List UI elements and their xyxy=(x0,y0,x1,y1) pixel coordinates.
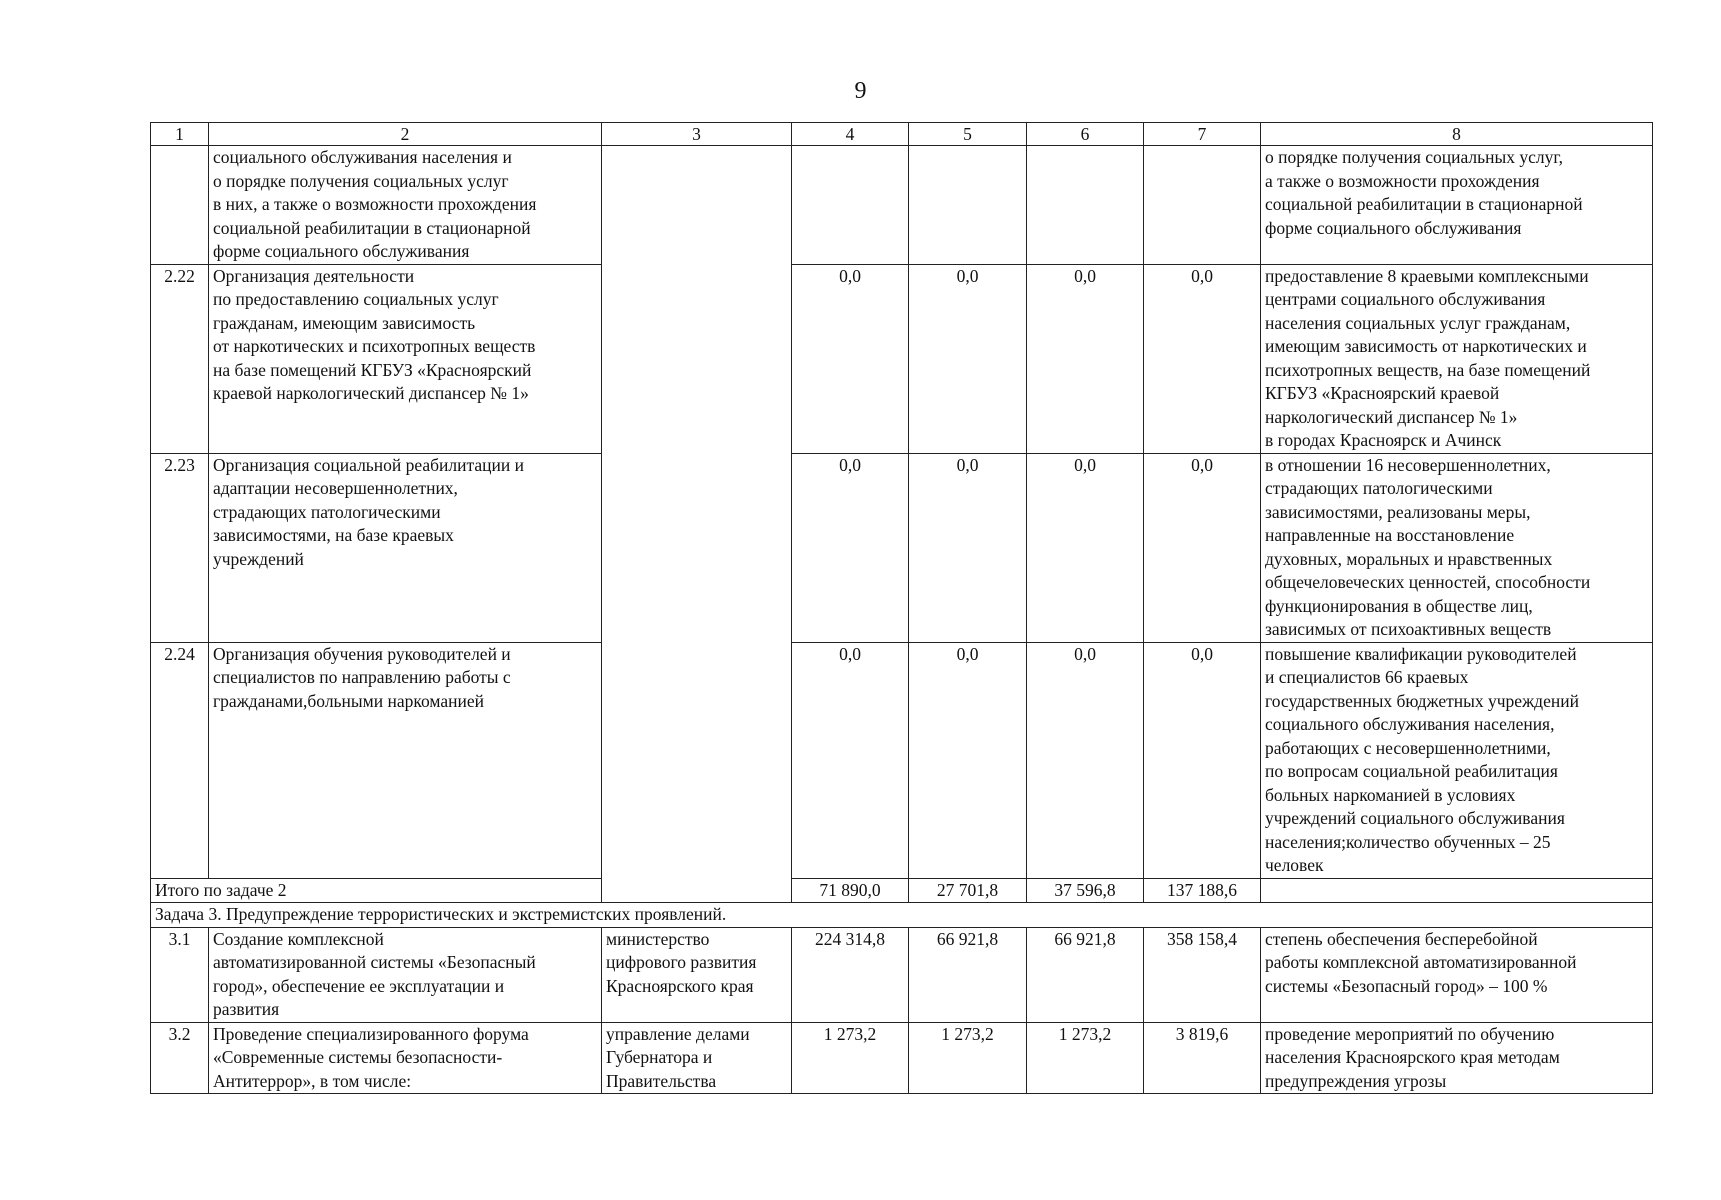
value-col6: 0,0 xyxy=(1027,453,1144,642)
header-cell: 6 xyxy=(1027,123,1144,146)
measure-name: Проведение специализированного форума «Современные системы безопасности- Антитеррор», в том числе: xyxy=(209,1022,602,1094)
header-cell: 1 xyxy=(151,123,209,146)
value-col4: 0,0 xyxy=(792,642,909,878)
total-col6: 37 596,8 xyxy=(1027,878,1144,903)
value-col5: 66 921,8 xyxy=(909,927,1027,1022)
value-col7: 358 158,4 xyxy=(1144,927,1261,1022)
value-col4: 1 273,2 xyxy=(792,1022,909,1094)
value-col6: 1 273,2 xyxy=(1027,1022,1144,1094)
row-number: 2.22 xyxy=(151,264,209,453)
measure-name: Организация обучения руководителей и специалистов по направлению работы с гражданами,больными наркоманией xyxy=(209,642,602,878)
measure-name: Организация деятельности по предоставлению социальных услуг гражданам, имеющим зависимость от наркотических и психотропных веществ на базе помещений КГБУЗ «Красноярский краевой наркологический диспансер № 1» xyxy=(209,264,602,453)
total-col4: 71 890,0 xyxy=(792,878,909,903)
value-col4: 0,0 xyxy=(792,264,909,453)
value-col4: 224 314,8 xyxy=(792,927,909,1022)
value-col4: 0,0 xyxy=(792,453,909,642)
result-text: проведение мероприятий по обучению населения Красноярского края методам предупреждения угрозы xyxy=(1261,1022,1653,1094)
row-number: 3.1 xyxy=(151,927,209,1022)
table-row xyxy=(151,146,1653,265)
value-col5: 0,0 xyxy=(909,264,1027,453)
value-col6: 0,0 xyxy=(1027,264,1144,453)
header-row xyxy=(151,123,1653,146)
table-row xyxy=(151,453,1653,642)
measure-name: Создание комплексной автоматизированной системы «Безопасный город», обеспечение ее эксплуатации и развития xyxy=(209,927,602,1022)
value-col4 xyxy=(792,146,909,265)
result-text: предоставление 8 краевыми комплексными центрами социального обслуживания населения социальных услуг гражданам, имеющим зависимость от наркотических и психотропных веществ, на базе помещений КГБУЗ «Красноярский краевой наркологический диспансер № 1» в городах Красноярск и Ачинск xyxy=(1261,264,1653,453)
table-row xyxy=(151,1022,1653,1094)
total-col7: 137 188,6 xyxy=(1144,878,1261,903)
row-number: 2.23 xyxy=(151,453,209,642)
value-col6: 0,0 xyxy=(1027,642,1144,878)
total-col5: 27 701,8 xyxy=(909,878,1027,903)
value-col5 xyxy=(909,146,1027,265)
header-cell: 8 xyxy=(1261,123,1653,146)
measure-name: Организация социальной реабилитации и адаптации несовершеннолетних, страдающих патологическими зависимостями, на базе краевых учреждений xyxy=(209,453,602,642)
task-heading-row xyxy=(151,903,1653,928)
header-cell: 2 xyxy=(209,123,602,146)
value-col7 xyxy=(1144,146,1261,265)
total-result xyxy=(1261,878,1653,903)
table-row xyxy=(151,264,1653,453)
task3-title: Задача 3. Предупреждение террористических и экстремистских проявлений. xyxy=(151,903,1653,928)
program-table xyxy=(150,122,1653,1094)
total-label: Итого по задаче 2 xyxy=(151,878,602,903)
row-number: 2.24 xyxy=(151,642,209,878)
value-col7: 3 819,6 xyxy=(1144,1022,1261,1094)
value-col7: 0,0 xyxy=(1144,453,1261,642)
page-number: 9 xyxy=(854,78,867,104)
header-cell: 4 xyxy=(792,123,909,146)
header-cell: 3 xyxy=(602,123,792,146)
total-row xyxy=(151,878,1653,903)
executor-text: министерство цифрового развития Красноярского края xyxy=(602,927,792,1022)
value-col5: 0,0 xyxy=(909,453,1027,642)
measure-name: социального обслуживания населения и о порядке получения социальных услуг в них, а также о возможности прохождения социальной реабилитации в стационарной форме социального обслуживания xyxy=(209,146,602,265)
value-col6 xyxy=(1027,146,1144,265)
value-col5: 1 273,2 xyxy=(909,1022,1027,1094)
value-col7: 0,0 xyxy=(1144,642,1261,878)
value-col7: 0,0 xyxy=(1144,264,1261,453)
executor-text: управление делами Губернатора и Правительства xyxy=(602,1022,792,1094)
result-text: степень обеспечения бесперебойной работы комплексной автоматизированной системы «Безопасный город» – 100 % xyxy=(1261,927,1653,1022)
result-text: о порядке получения социальных услуг, а также о возможности прохождения социальной реабилитации в стационарной форме социального обслуживания xyxy=(1261,146,1653,265)
header-cell: 5 xyxy=(909,123,1027,146)
executor-cell xyxy=(602,146,792,903)
header-cell: 7 xyxy=(1144,123,1261,146)
row-number: 3.2 xyxy=(151,1022,209,1094)
result-text: повышение квалификации руководителей и специалистов 66 краевых государственных бюджетных учреждений социального обслуживания населения, работающих с несовершеннолетними, по вопросам социальной реабилитация больных наркоманией в условиях учреждений социального обслуживания населения;количество обученных – 25 человек xyxy=(1261,642,1653,878)
value-col5: 0,0 xyxy=(909,642,1027,878)
result-text: в отношении 16 несовершеннолетних, страдающих патологическими зависимостями, реализованы меры, направленные на восстановление духовных, моральных и нравственных общечеловеческих ценностей, способности функционирования в обществе лиц, зависимых от психоактивных веществ xyxy=(1261,453,1653,642)
table-row xyxy=(151,642,1653,878)
row-number xyxy=(151,146,209,265)
table-row xyxy=(151,927,1653,1022)
value-col6: 66 921,8 xyxy=(1027,927,1144,1022)
